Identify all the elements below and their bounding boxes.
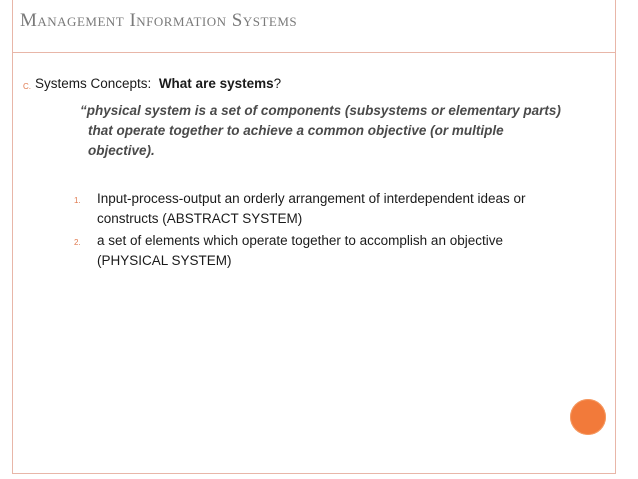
section-marker: C.	[23, 82, 31, 91]
quote-line-2: that operate together to achieve a common objective (or multiple	[88, 123, 504, 138]
item-2-line-1: a set of elements which operate together to accomplish an objective	[97, 233, 503, 248]
concepts-question: What are systems	[158, 76, 274, 91]
quote-line-3: objective).	[88, 143, 155, 158]
concepts-qmark: ?	[273, 76, 282, 91]
item-number-1: 1.	[74, 196, 81, 205]
list-item-2	[97, 231, 597, 271]
concepts-heading	[35, 76, 281, 91]
concepts-prefix: Systems Concepts:	[35, 76, 152, 91]
definition-quote	[80, 101, 580, 161]
item-2-line-2: (PHYSICAL SYSTEM)	[97, 253, 232, 268]
title-divider	[12, 52, 616, 53]
list-item-1	[97, 189, 597, 229]
item-1-line-1: Input-process-output an orderly arrangement of interdependent ideas or	[97, 191, 526, 206]
item-1-line-2: constructs (ABSTRACT SYSTEM)	[97, 211, 303, 226]
decorative-circle-icon	[570, 399, 606, 435]
item-number-2: 2.	[74, 238, 81, 247]
slide-title: Management Information Systems	[20, 10, 298, 31]
quote-line-1: “physical system is a set of components (subsystems or elementary parts)	[80, 103, 561, 118]
